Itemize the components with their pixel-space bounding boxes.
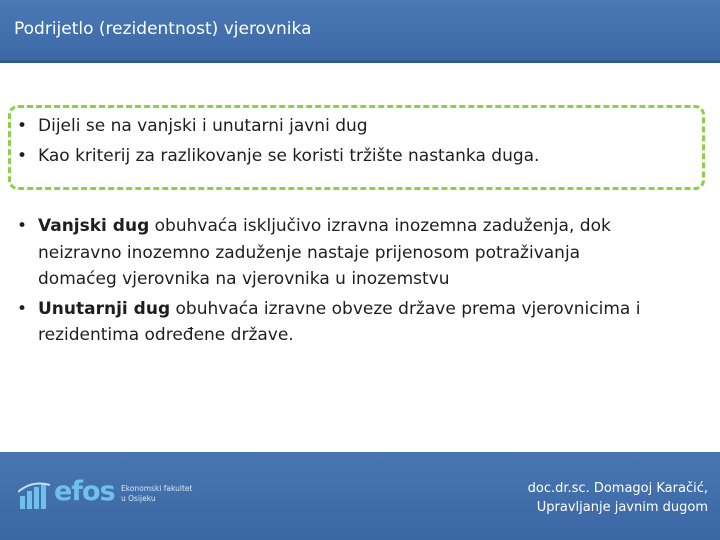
list-item: [5, 111, 705, 141]
efos-logo: [18, 476, 193, 516]
main-bullet-list: [5, 213, 720, 352]
course-name: Upravljanje javnim dugom: [536, 500, 708, 515]
term-unutarnji-dug: Unutarnji dug: [38, 298, 171, 319]
bullet-icon: •: [17, 116, 28, 136]
slide-content: [0, 63, 720, 451]
bar-chart-icon: [18, 482, 52, 510]
logo-subtitle: [121, 484, 201, 504]
bullet-icon: •: [17, 298, 28, 319]
term-vanjski-dug: Vanjski dug: [38, 216, 150, 236]
bullet-text-line: rezidentima određene države.: [38, 325, 294, 345]
bullet-text-line: obuhvaća isključivo izravna inozemna zaduženja, dok: [149, 216, 611, 236]
slide-footer: [0, 452, 720, 540]
author-info: [528, 479, 708, 517]
list-item: [5, 296, 720, 349]
box-bullet-list: [5, 111, 705, 171]
slide-title: Podrijetlo (rezidentnost) vjerovnika: [14, 19, 312, 39]
bullet-text: Dijeli se na vanjski i unutarni javni dug: [38, 116, 368, 136]
author-name: doc.dr.sc. Domagoj Karačić,: [527, 481, 708, 496]
logo-subtitle-line: Ekonomski fakultet: [121, 484, 193, 493]
bullet-text-line: domaćeg vjerovnika na vjerovnika u inozemstvu: [38, 269, 450, 289]
list-item: [5, 213, 720, 293]
bullet-icon: •: [17, 216, 28, 236]
slide-header: [0, 0, 720, 63]
bullet-icon: •: [17, 146, 28, 166]
bullet-text-line: obuhvaća izravne obveze države prema vjerovnicima i: [170, 298, 641, 319]
logo-subtitle-line: u Osijeku: [121, 494, 156, 503]
bullet-text-line: neizravno inozemno zaduženje nastaje prijenosom potraživanja: [38, 242, 581, 263]
bullet-text: Kao kriterij za razlikovanje se koristi tržište nastanka duga.: [38, 146, 540, 166]
logo-wordmark: efos: [54, 476, 115, 507]
list-item: [5, 141, 705, 171]
